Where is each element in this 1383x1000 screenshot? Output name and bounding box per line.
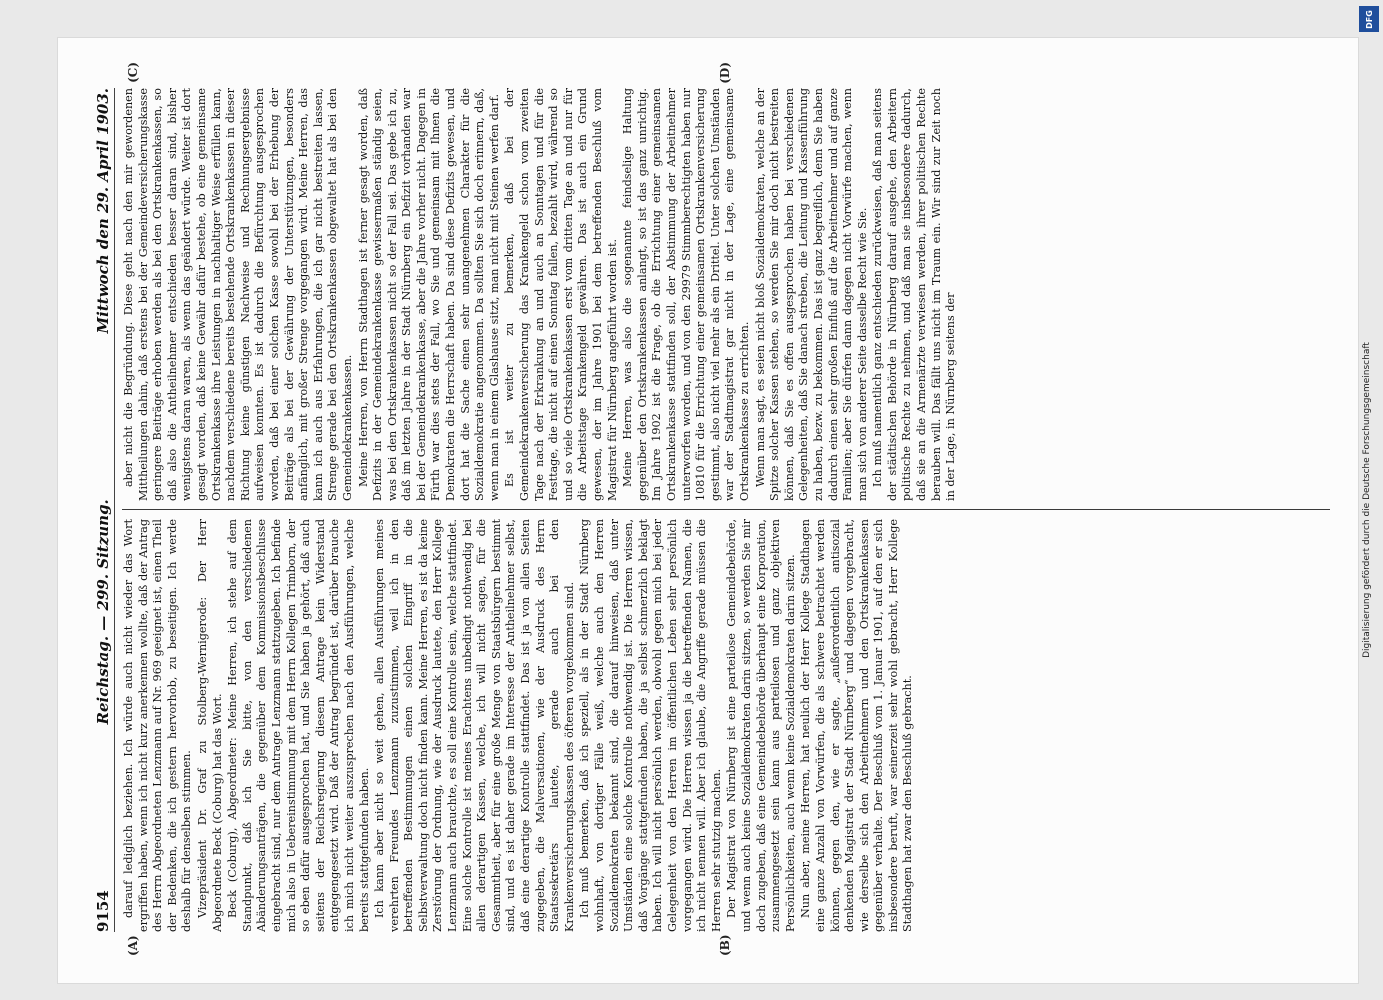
page-number: 9154 [94, 890, 112, 932]
left-column [122, 519, 1330, 932]
margin-mark-d: (D) [718, 62, 732, 84]
scanned-page [58, 38, 1358, 983]
paragraph: darauf lediglich beziehen. Ich würde auch nicht wieder das Wort ergriffen haben, wenn ich nicht kurz anerkennen wollte, daß der Antrag des Herrn Abgeordneten Lenzmann auf Nr. 969 geeignet ist, einen Theil der Bedenken, die ich gestern hervorhob, zu beseitigen. Ich werde deshalb für denselben stimmen. [122, 519, 194, 932]
paragraph: Nun aber, meine Herren, hat neulich der Herr Kollege Stadthagen eine ganze Anzahl von Vorwürfen, die als schwere betrachtet werden können, gegen den, wie er sagte, „außerordentlich antisozial denkenden Magistrat der Stadt Nürnberg“ und dagegen vorgebracht, wie derselbe sich den Arbeitnehmern und den Ortskrankenkassen gegenüber verhalte. Der Beschluß vom 1. Januar 1901, auf den er sich insbesondere beruft, war seinerzeit sehr wohl gebracht, Herr Kollege Stadthagen hat zwar den Beschluß gebracht. [799, 519, 915, 932]
text-columns [122, 88, 1330, 932]
right-column [122, 88, 1330, 501]
paragraph: Meine Herren, von Herrn Stadthagen ist ferner gesagt worden, daß Defizits in der Gemeindekrankenkasse gewissermaßen ständig seien, was bei den Ortskrankenkassen nicht so der Fall sei. Das gebe ich zu, daß im letzten Jahre in der Stadt Nürnberg ein Defizit vorhanden war bei der Gemeindekrankenkasse, aber die Jahre vorher nicht. Dagegen in Fürth war dies stets der Fall, wo Sie und gemeinsam mit Ihnen die Demokraten die Herrschaft haben. Da sind diese Defizits gewesen, und dort hat die Sache einen sehr unangenehmen Charakter für die Sozialdemokratie angenommen. Da sollten Sie sich doch erinnern, daß, wenn man in einem Glashause sitzt, man nicht mit Steinen werfen darf. [356, 88, 501, 501]
paragraph: Beck (Coburg), Abgeordneter: Meine Herren, ich stehe auf dem Standpunkt, daß ich Sie bitte, von den verschiedenen Abänderungsanträgen, die gegenüber dem Kommissionsbeschlusse eingebracht sind, nur dem Antrage Lenzmann stattzugeben. Ich befinde mich also in Uebereinstimmung mit dem Herrn Kollegen Trimborn, der so eben dafür ausgesprochen hat, und Sie haben ja gehört, daß auch seitens der Reichsregierung diesem Antrage kein Widerstand entgegengesetzt wird. Daß der Antrag begründet ist, darüber brauche ich mich nicht weiter auszusprechen nach den Ausführungen, welche bereits stattgefunden haben. [226, 519, 371, 932]
page-header [84, 88, 115, 932]
digitization-note: Digitalisierung gefördert durch die Deutsche Forschungsgemeinschaft [1362, 342, 1372, 658]
rotated-page-content [78, 60, 1338, 960]
margin-mark-b: (B) [718, 934, 732, 956]
paragraph: Der Magistrat von Nürnberg ist eine parteilose Gemeindebehörde, und wenn auch keine Sozialdemokraten darin sitzen, so werden Sie mir doch zugeben, daß eine Gemeindebehörde überhaupt eine Korporation, zusammengesetzt sein kann aus parteilosen und ganz objektiven Persönlichkeiten, auch wenn keine Sozialdemokraten darin sitzen. [725, 519, 797, 932]
paragraph: Meine Herren, was also die sogenannte feindselige Haltung gegenüber den Ortskrankenkassen anlangt, so ist das ganz unrichtig. Im Jahre 1902 ist die Frage, ob die Errichtung einer gemeinsamen Ortskrankenkasse stattfinden soll, der Abstimmung der Arbeitnehmer unterworfen worden, und von den 29979 Stimmberechtigten haben nur 10810 für die Errichtung einer gemeinsamen Ortskrankenversicherung gestimmt, also nicht viel mehr als ein Drittel. Unter solchen Umständen war der Stadtmagistrat gar nicht in der Lage, eine gemeinsame Ortskrankenkasse zu errichten. [621, 88, 751, 501]
paragraph: Vizepräsident Dr. Graf zu Stolberg-Wernigerode: Der Herr Abgeordnete Beck (Coburg) hat das Wort. [195, 519, 224, 932]
session-date: Mittwoch den 29. April 1903. [94, 88, 112, 334]
paragraph: Wenn man sagt, es seien nicht bloß Sozialdemokraten, welche an der Spitze solcher Kassen stehen, so werden Sie mir doch nicht bestreiten können, daß Sie es offen ausgesprochen haben bei verschiedenen Gelegenheiten, daß Sie danach streben, die Leitung und Kassenführung zu haben, bezw. zu bekommen. Das ist ganz begreiflich, denn Sie haben dadurch einen sehr großen Einfluß auf die Arbeitnehmer und auf ganze Familien; aber Sie dürfen dann dagegen nicht Vorwürfe machen, wenn man sich von anderer Seite dasselbe Recht wie Sie. [753, 88, 869, 501]
paragraph: Es ist weiter zu bemerken, daß bei der Gemeindekrankenversicherung das Krankengeld schon vom zweiten Tage nach der Erkrankung an und auch an Sonntagen und für die Festtage, die nicht auf einen Sonntag fallen, bezahlt wird, während so und so viele Ortskrankenkassen erst vom dritten Tage an und nur für die Arbeitstage Krankengeld gewähren. Das ist auch ein Grund gewesen, der im Jahre 1901 bei dem betreffenden Beschluß vom Magistrat für Nürnberg angeführt worden ist. [503, 88, 619, 501]
margin-mark-a: (A) [126, 935, 140, 956]
paragraph: Ich kann aber nicht so weit gehen, allen Ausführungen meines verehrten Freundes Lenzmann zuzustimmen, weil ich in den betreffenden Bestimmungen einen solchen Eingriff in die Selbstverwaltung doch nicht finden kann. Meine Herren, es ist da keine Zerstörung der Ordnung, wie der Ausdruck lautete, den Herr Kollege Lenzmann auch brauchte, es soll eine Kontrolle sein, welche stattfindet. Eine solche Kontrolle ist meines Erachtens unbedingt nothwendig bei allen derartigen Kassen, welche, ich will nicht sagen, für die Gesammtheit, aber für eine große Menge von Staatsbürgern bestimmt sind, und es ist daher gerade im Interesse der Antheilnehmer selbst, daß eine derartige Kontrolle stattfindet. Das ist ja von allen Seiten zugegeben, die Malversationen, wie der Ausdruck des Herrn Staatssekretärs lautete, gerade auch bei den Krankenversicherungskassen des öfteren vorgekommen sind. [373, 519, 576, 932]
paragraph: aber nicht die Begründung. Diese geht nach den mir gewordenen Mittheilungen dahin, daß erstens bei der Gemeindeversicherungskasse geringere Beiträge erhoben werden als bei den Ortskrankenkassen, so daß also die Antheilnehmer entschieden besser daran sind, bisher wenigstens daran waren, als wenn das geändert würde. Weiter ist dort gesagt worden, daß keine Gewähr dafür bestehe, ob eine gemeinsame Ortskrankenkasse ihre Leistungen in nachhaltiger Weise erfüllen kann, nachdem verschiedene bereits bestehende Ortskrankenkassen in dieser Richtung keine günstigen Nachweise und Rechnungsergebnisse aufweisen konnten. Es ist dadurch die Befürchtung ausgesprochen worden, daß bei einer solchen Kasse sowohl bei der Erhebung der Beiträge als bei der Gewährung der Unterstützungen, besonders anfänglich, mit großer Strenge vorgegangen wird. Meine Herren, das kann ich auch aus Erfahrungen, die ich gar nicht bestreiten lassen, Strenge gerade bei den Ortskrankenkassen obgewaltet hat als bei den Gemeindekrankenkassen. [122, 88, 354, 501]
margin-mark-c: (C) [126, 62, 140, 83]
session-title: Reichstag. — 299. Sitzung. [94, 499, 112, 725]
paragraph: Ich muß bemerken, daß ich speziell, als in der Stadt Nürnberg wohnhaft, von dortiger Fälle weiß, welche auch den Herren Sozialdemokraten bekannt sind, die darauf hinweisen, daß unter Umständen eine solche Kontrolle nothwendig ist. Die Herren wissen, daß Vorgänge stattgefunden haben, die ja selbst schmerzlich beklagt haben. Ich will nicht persönlich werden, obwohl gegen mich bei jeder Gelegenheit von den Herren im öffentlichen Leben sehr persönlich vorgegangen wird. Die Herren wissen ja die betreffenden Namen, die ich nicht nennen will. Aber ich glaube, die Angriffe gerade müssen die Herren sehr stutzig machen. [578, 519, 723, 932]
dfg-logo: DFG [1359, 6, 1379, 32]
paragraph: Ich muß namentlich ganz entschieden zurückweisen, daß man seitens der städtischen Behörde in Nürnberg darauf ausgehe, den Arbeitern politische Rechte zu nehmen, und daß man sie insbesondere dadurch, daß sie an die Armenärzte verwiesen werden, ihrer politischen Rechte berauben will. Das fällt uns nicht im Traum ein. Wir sind zur Zeit noch in der Lage, in Nürnberg seitens der [871, 88, 958, 501]
